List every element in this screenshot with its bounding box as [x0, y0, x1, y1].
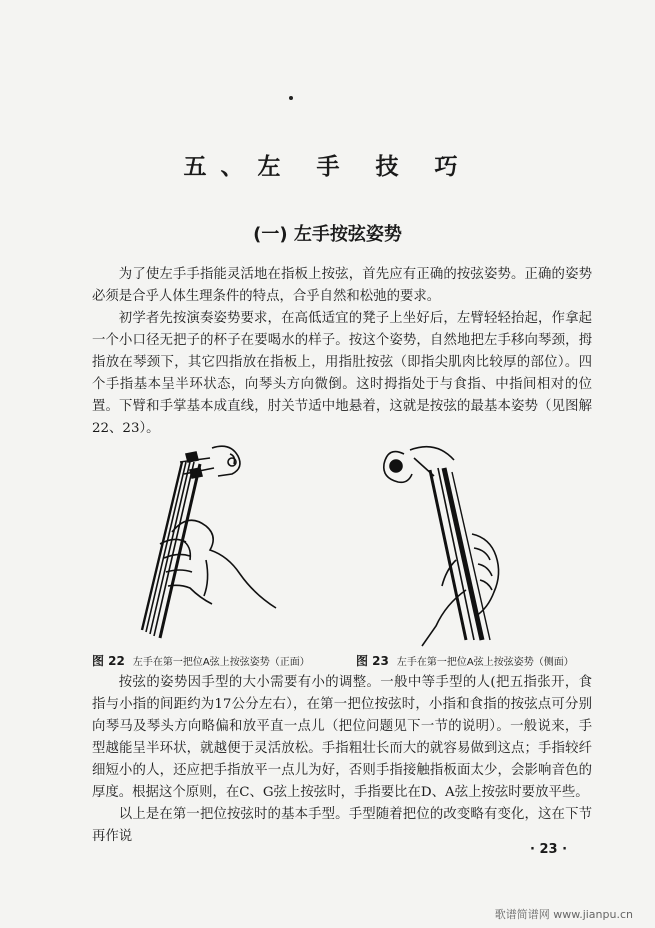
figure-23-number: 图 23	[356, 654, 389, 668]
chapter-title: 五、左 手 技 巧	[183, 154, 472, 180]
site-watermark: 歌谱简谱网 www.jianpu.cn	[494, 908, 633, 921]
figure-22-caption-text: 左手在第一把位A弦上按弦姿势（正面）	[132, 657, 310, 668]
figure-23-illustration	[370, 440, 535, 650]
figure-23-caption	[356, 652, 574, 669]
paragraph-3: 按弦的姿势因手型的大小需要有小的调整。一般中等手型的人(把五指张开，食指与小指的间距约为17公分左右），在第一把位按弦时，小指和食指的按弦点可分别向琴马及琴头方向略偏和放平直一点儿（把位问题见下一节的说明）。一般说来，手型越能呈半环状，就越便于灵活放松。手指粗壮长而大的就容易做到这点；手指较纤细短小的人，还应把手指放平一点儿为好，否则手指接触指板面太少，会影响音色的厚度。根据这个原则，在C、G弦上按弦时，手指要比在D、A弦上按弦时要放平些。	[92, 675, 592, 800]
section-title: (一) 左手按弦姿势	[253, 224, 402, 245]
top-dot-mark	[289, 96, 293, 100]
paragraph-1: 为了使左手手指能灵活地在指板上按弦，首先应有正确的按弦姿势。正确的姿势必须是合乎人体生理条件的特点，合乎自然和松弛的要求。	[92, 267, 592, 304]
figure-22-caption	[92, 652, 310, 669]
paragraph-2: 初学者先按演奏姿势要求，在高低适宜的凳子上坐好后，左臂轻轻抬起，作拿起一个小口径无把子的杯子在要喝水的样子。按这个姿势，自然地把左手移向琴颈，拇指放在琴颈下，其它四指放在指板上，用指肚按弦（即指尖肌肉比较厚的部位）。四个手指基本呈半环状态，向琴头方向微倒。这时拇指处于与食指、中指间相对的位置。下臂和手掌基本成直线，肘关节适中地悬着，这就是按弦的最基本姿势（见图解22、23）。	[92, 311, 592, 436]
figure-22-number: 图 22	[92, 654, 125, 668]
figure-23-caption-text: 左手在第一把位A弦上按弦姿势（侧面）	[396, 657, 574, 668]
page-number: · 23 ·	[530, 842, 568, 857]
paragraph-4: 以上是在第一把位按弦时的基本手型。手型随着把位的改变略有变化，这在下节再作说	[92, 807, 592, 844]
figure-22-illustration	[120, 440, 305, 650]
